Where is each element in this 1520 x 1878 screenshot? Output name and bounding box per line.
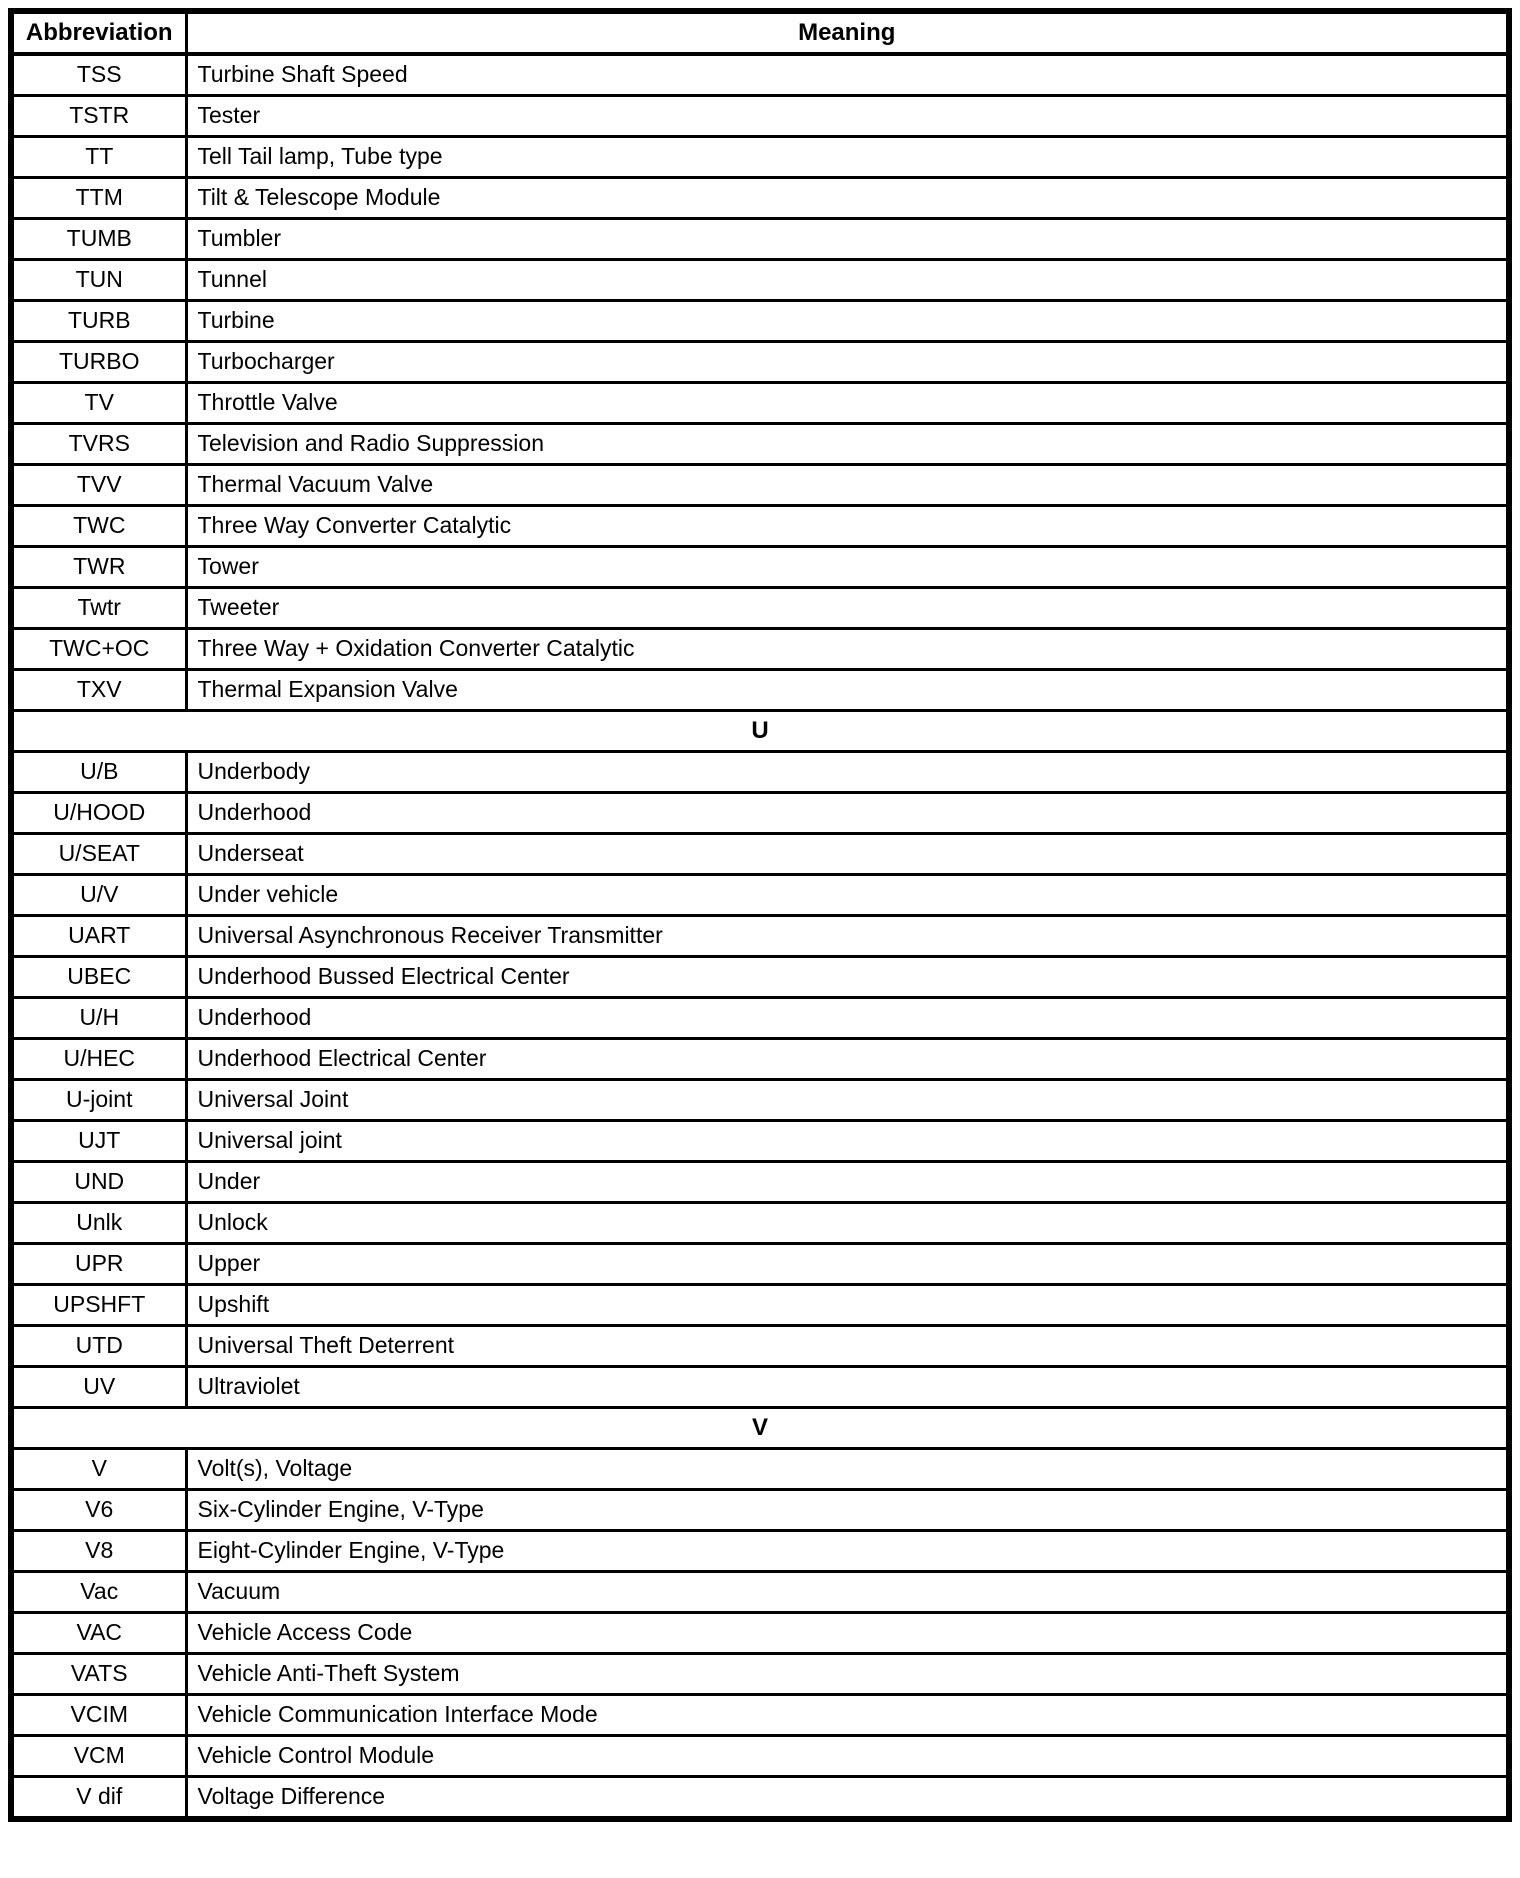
table-row xyxy=(11,1654,1509,1695)
abbreviation-cell: V8 xyxy=(11,1531,186,1572)
table-row xyxy=(11,1162,1509,1203)
abbreviation-cell: TVRS xyxy=(11,424,186,465)
meaning-cell: Underhood Electrical Center xyxy=(186,1039,1509,1080)
meaning-cell: Vehicle Communication Interface Mode xyxy=(186,1695,1509,1736)
meaning-cell: Tunnel xyxy=(186,260,1509,301)
abbreviation-cell: VAC xyxy=(11,1613,186,1654)
table-row xyxy=(11,1080,1509,1121)
abbreviation-cell: V xyxy=(11,1449,186,1490)
abbreviation-cell: UTD xyxy=(11,1326,186,1367)
abbreviation-cell: U/V xyxy=(11,875,186,916)
table-row xyxy=(11,54,1509,96)
table-row xyxy=(11,752,1509,793)
abbreviation-cell: UND xyxy=(11,1162,186,1203)
table-row xyxy=(11,1613,1509,1654)
table-row xyxy=(11,1449,1509,1490)
abbreviation-cell: UV xyxy=(11,1367,186,1408)
table-row xyxy=(11,793,1509,834)
abbreviation-cell: Twtr xyxy=(11,588,186,629)
meaning-cell: Upshift xyxy=(186,1285,1509,1326)
table-row xyxy=(11,957,1509,998)
meaning-cell: Universal Asynchronous Receiver Transmitter xyxy=(186,916,1509,957)
table-row xyxy=(11,670,1509,711)
table-row xyxy=(11,465,1509,506)
table-row xyxy=(11,260,1509,301)
meaning-cell: Television and Radio Suppression xyxy=(186,424,1509,465)
abbreviation-cell: V6 xyxy=(11,1490,186,1531)
abbreviation-cell: UPR xyxy=(11,1244,186,1285)
abbreviation-cell: U/HOOD xyxy=(11,793,186,834)
abbreviation-cell: TSTR xyxy=(11,96,186,137)
meaning-cell: Universal joint xyxy=(186,1121,1509,1162)
abbreviation-cell: Vac xyxy=(11,1572,186,1613)
abbreviation-cell: TWC+OC xyxy=(11,629,186,670)
meaning-cell: Under xyxy=(186,1162,1509,1203)
abbreviation-cell: V dif xyxy=(11,1777,186,1820)
meaning-cell: Vehicle Anti-Theft System xyxy=(186,1654,1509,1695)
meaning-cell: Thermal Vacuum Valve xyxy=(186,465,1509,506)
meaning-cell: Eight-Cylinder Engine, V-Type xyxy=(186,1531,1509,1572)
table-row xyxy=(11,506,1509,547)
meaning-cell: Underhood Bussed Electrical Center xyxy=(186,957,1509,998)
meaning-column-header: Meaning xyxy=(186,11,1509,54)
meaning-cell: Tower xyxy=(186,547,1509,588)
section-label: V xyxy=(11,1408,1509,1449)
meaning-cell: Three Way Converter Catalytic xyxy=(186,506,1509,547)
meaning-cell: Underseat xyxy=(186,834,1509,875)
header-row xyxy=(11,11,1509,54)
table-row xyxy=(11,178,1509,219)
table-row xyxy=(11,1367,1509,1408)
table-row xyxy=(11,998,1509,1039)
meaning-cell: Volt(s), Voltage xyxy=(186,1449,1509,1490)
abbreviation-cell: U/H xyxy=(11,998,186,1039)
abbreviation-cell: UPSHFT xyxy=(11,1285,186,1326)
table-row xyxy=(11,219,1509,260)
abbreviation-cell: TURB xyxy=(11,301,186,342)
abbreviation-cell: TSS xyxy=(11,54,186,96)
meaning-cell: Tester xyxy=(186,96,1509,137)
table-row xyxy=(11,875,1509,916)
table-body xyxy=(11,54,1509,1819)
meaning-cell: Tilt & Telescope Module xyxy=(186,178,1509,219)
abbreviation-column-header: Abbreviation xyxy=(11,11,186,54)
meaning-cell: Underhood xyxy=(186,998,1509,1039)
meaning-cell: Tell Tail lamp, Tube type xyxy=(186,137,1509,178)
table-row xyxy=(11,1572,1509,1613)
table-row xyxy=(11,834,1509,875)
abbreviation-cell: U/SEAT xyxy=(11,834,186,875)
table-row xyxy=(11,1326,1509,1367)
table-row xyxy=(11,424,1509,465)
table-row xyxy=(11,588,1509,629)
abbreviation-cell: VCM xyxy=(11,1736,186,1777)
meaning-cell: Turbine Shaft Speed xyxy=(186,54,1509,96)
abbreviation-cell: U/B xyxy=(11,752,186,793)
table-row xyxy=(11,137,1509,178)
section-row xyxy=(11,1408,1509,1449)
table-row xyxy=(11,1531,1509,1572)
section-label: U xyxy=(11,711,1509,752)
abbreviation-cell: VCIM xyxy=(11,1695,186,1736)
meaning-cell: Thermal Expansion Valve xyxy=(186,670,1509,711)
abbreviation-cell: TURBO xyxy=(11,342,186,383)
table-row xyxy=(11,1039,1509,1080)
abbreviation-cell: TUMB xyxy=(11,219,186,260)
meaning-cell: Throttle Valve xyxy=(186,383,1509,424)
abbreviation-cell: UJT xyxy=(11,1121,186,1162)
meaning-cell: Unlock xyxy=(186,1203,1509,1244)
meaning-cell: Underbody xyxy=(186,752,1509,793)
meaning-cell: Upper xyxy=(186,1244,1509,1285)
table-row xyxy=(11,1695,1509,1736)
meaning-cell: Vehicle Control Module xyxy=(186,1736,1509,1777)
abbreviation-cell: TT xyxy=(11,137,186,178)
table-row xyxy=(11,1285,1509,1326)
abbreviation-cell: VATS xyxy=(11,1654,186,1695)
meaning-cell: Vacuum xyxy=(186,1572,1509,1613)
table-row xyxy=(11,1777,1509,1820)
abbreviation-cell: Unlk xyxy=(11,1203,186,1244)
section-row xyxy=(11,711,1509,752)
abbreviation-cell: TWC xyxy=(11,506,186,547)
table-row xyxy=(11,383,1509,424)
meaning-cell: Universal Joint xyxy=(186,1080,1509,1121)
table-row xyxy=(11,1490,1509,1531)
meaning-cell: Ultraviolet xyxy=(186,1367,1509,1408)
abbreviation-table xyxy=(8,8,1512,1822)
meaning-cell: Universal Theft Deterrent xyxy=(186,1326,1509,1367)
meaning-cell: Vehicle Access Code xyxy=(186,1613,1509,1654)
meaning-cell: Three Way + Oxidation Converter Catalytic xyxy=(186,629,1509,670)
meaning-cell: Voltage Difference xyxy=(186,1777,1509,1820)
meaning-cell: Tweeter xyxy=(186,588,1509,629)
table-row xyxy=(11,1121,1509,1162)
meaning-cell: Turbine xyxy=(186,301,1509,342)
table-row xyxy=(11,96,1509,137)
abbreviation-cell: TWR xyxy=(11,547,186,588)
meaning-cell: Tumbler xyxy=(186,219,1509,260)
table-row xyxy=(11,629,1509,670)
abbreviation-cell: TTM xyxy=(11,178,186,219)
meaning-cell: Six-Cylinder Engine, V-Type xyxy=(186,1490,1509,1531)
abbreviation-cell: UART xyxy=(11,916,186,957)
abbreviation-cell: TVV xyxy=(11,465,186,506)
table-row xyxy=(11,301,1509,342)
abbreviation-cell: TUN xyxy=(11,260,186,301)
meaning-cell: Turbocharger xyxy=(186,342,1509,383)
abbreviation-cell: UBEC xyxy=(11,957,186,998)
table-row xyxy=(11,342,1509,383)
table-row xyxy=(11,547,1509,588)
table-row xyxy=(11,1203,1509,1244)
table-row xyxy=(11,1736,1509,1777)
abbreviation-cell: U/HEC xyxy=(11,1039,186,1080)
table-row xyxy=(11,1244,1509,1285)
meaning-cell: Under vehicle xyxy=(186,875,1509,916)
abbreviation-cell: TV xyxy=(11,383,186,424)
abbreviation-cell: U-joint xyxy=(11,1080,186,1121)
abbreviation-cell: TXV xyxy=(11,670,186,711)
table-row xyxy=(11,916,1509,957)
meaning-cell: Underhood xyxy=(186,793,1509,834)
